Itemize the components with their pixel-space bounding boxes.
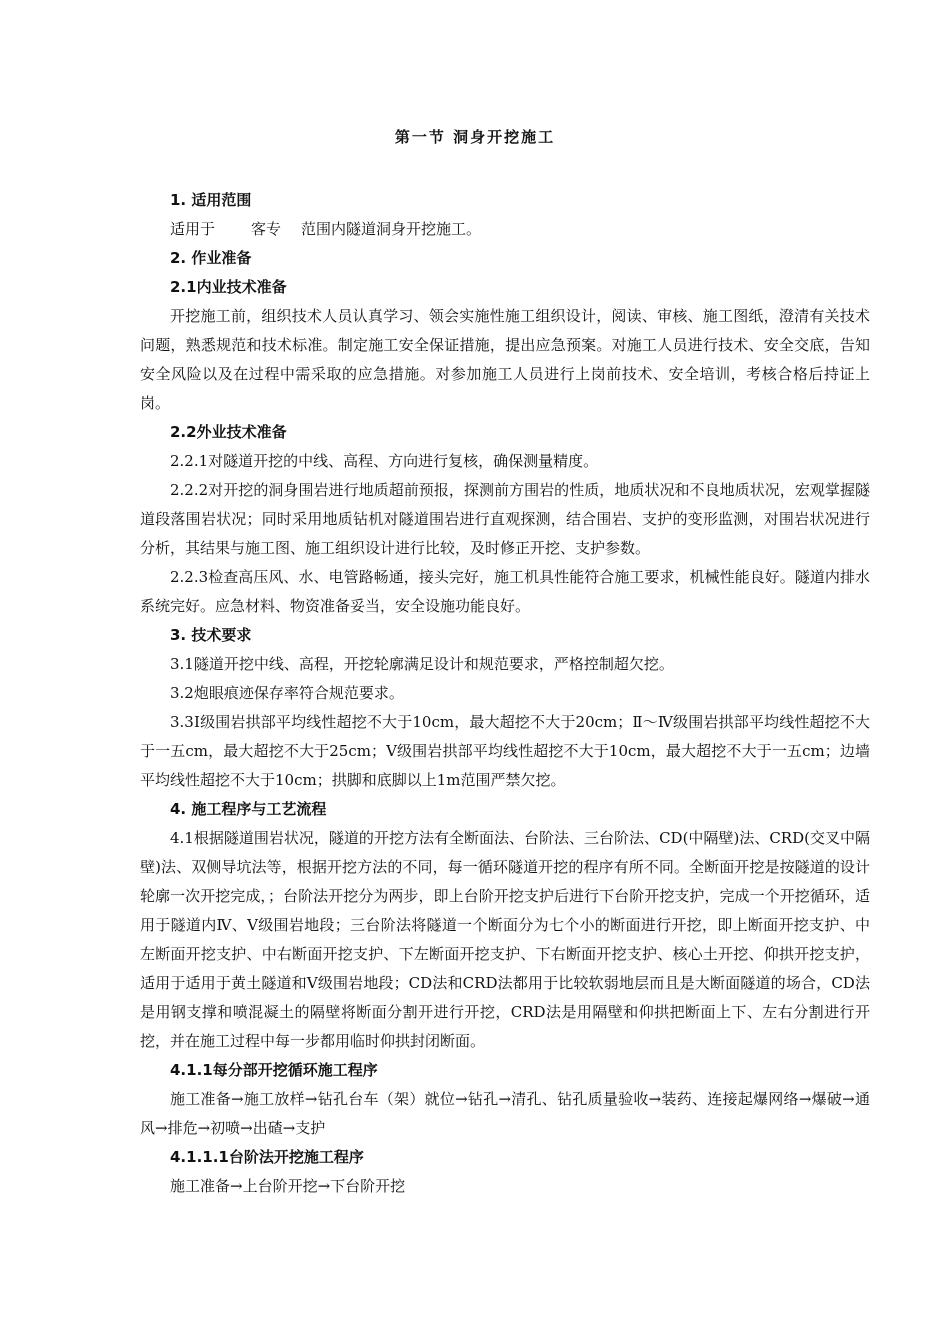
heading-4-1-1-1: 4.1.1.1台阶法开挖施工程序 <box>170 1148 364 1166</box>
paragraph-4-1-1: 施工准备→施工放样→钻孔台车（架）就位→钻孔→清孔、钻孔质量验收→装药、连接起爆网络→爆破→通风→排危→初喷→出碴→支护 <box>140 1090 870 1137</box>
scope-text-b: 客专 <box>251 220 282 238</box>
paragraph-internal-tech-prep: 开挖施工前，组织技术人员认真学习、领会实施性施工组织设计，阅读、审核、施工图纸，澄清有关技术问题，熟悉规范和技术标准。制定施工安全保证措施，提出应急预案。对施工人员进行技术、安全交底，告知安全风险以及在过程中需采取的应急措施。对参加施工人员进行上岗前技术、安全培训，考核合格后持证上岗。 <box>140 307 870 412</box>
scope-text-c: 范围内隧道洞身开挖施工。 <box>301 220 482 238</box>
paragraph-2-2-3: 2.2.3检查高压风、水、电管路畅通，接头完好，施工机具性能符合施工要求，机械性能良好。隧道内排水系统完好。应急材料、物资准备妥当，安全设施功能良好。 <box>140 568 870 615</box>
heading-preparation: 2. 作业准备 <box>170 249 252 267</box>
heading-field-tech-prep: 2.2外业技术准备 <box>170 423 287 441</box>
heading-scope: 1. 适用范围 <box>170 191 252 209</box>
paragraph-2-2-2: 2.2.2对开挖的洞身围岩进行地质超前预报，探测前方围岩的性质，地质状况和不良地质状况，宏观掌握隧道段落围岩状况；同时采用地质钻机对隧道围岩进行直观探测，结合围岩、支护的变形监测，对围岩状况进行分析，其结果与施工图、施工组织设计进行比较，及时修正开挖、支护参数。 <box>140 481 870 557</box>
heading-technical-requirements: 3. 技术要求 <box>170 626 252 644</box>
paragraph-scope <box>140 215 870 244</box>
paragraph-3-3: 3.3Ⅰ级围岩拱部平均线性超挖不大于10cm，最大超挖不大于20cm；Ⅱ～Ⅳ级围岩拱部平均线性超挖不大于一五cm，最大超挖不大于25cm；Ⅴ级围岩拱部平均线性超挖不大于10cm，最大超挖不大于一五cm；边墙平均线性超挖不大于10cm；拱脚和底脚以上1m范围严禁欠挖。 <box>140 713 870 789</box>
heading-internal-tech-prep: 2.1内业技术准备 <box>170 278 287 296</box>
section-title: 第一节 洞身开挖施工 <box>394 128 556 146</box>
document-body <box>140 186 870 1201</box>
heading-4-1-1: 4.1.1每分部开挖循环施工程序 <box>170 1061 378 1079</box>
paragraph-4-1-1-1: 施工准备→上台阶开挖→下台阶开挖 <box>170 1177 406 1195</box>
paragraph-3-2: 3.2炮眼痕迹保存率符合规范要求。 <box>170 684 404 702</box>
paragraph-3-1: 3.1隧道开挖中线、高程，开挖轮廓满足设计和规范要求，严格控制超欠挖。 <box>170 655 674 673</box>
paragraph-4-1: 4.1根据隧道围岩状况，隧道的开挖方法有全断面法、台阶法、三台阶法、CD(中隔壁)法、CRD(交叉中隔壁)法、双侧导坑法等，根据开挖方法的不同，每一循环隧道开挖的程序有所不同。全断面开挖是按隧道的设计轮廓一次开挖完成，；台阶法开挖分为两步，即上台阶开挖支护后进行下台阶开挖支护，完成一个开挖循环，适用于隧道内Ⅳ、Ⅴ级围岩地段；三台阶法将隧道一个断面分为七个小的断面进行开挖，即上断面开挖支护、中左断面开挖支护、中右断面开挖支护、下左断面开挖支护、下右断面开挖支护、核心土开挖、仰拱开挖支护，适用于适用于黄土隧道和Ⅴ级围岩地段；CD法和CRD法都用于比较软弱地层而且是大断面隧道的场合，CD法是用钢支撑和喷混凝土的隔壁将断面分割开进行开挖，CRD法是用隔壁和仰拱把断面上下、左右分割进行开挖，并在施工过程中每一步都用临时仰拱封闭断面。 <box>140 829 870 1050</box>
heading-procedure-flow: 4. 施工程序与工艺流程 <box>170 800 327 818</box>
paragraph-2-2-1: 2.2.1对隧道开挖的中线、高程、方向进行复核，确保测量精度。 <box>170 452 599 470</box>
scope-text-a: 适用于 <box>170 220 216 238</box>
